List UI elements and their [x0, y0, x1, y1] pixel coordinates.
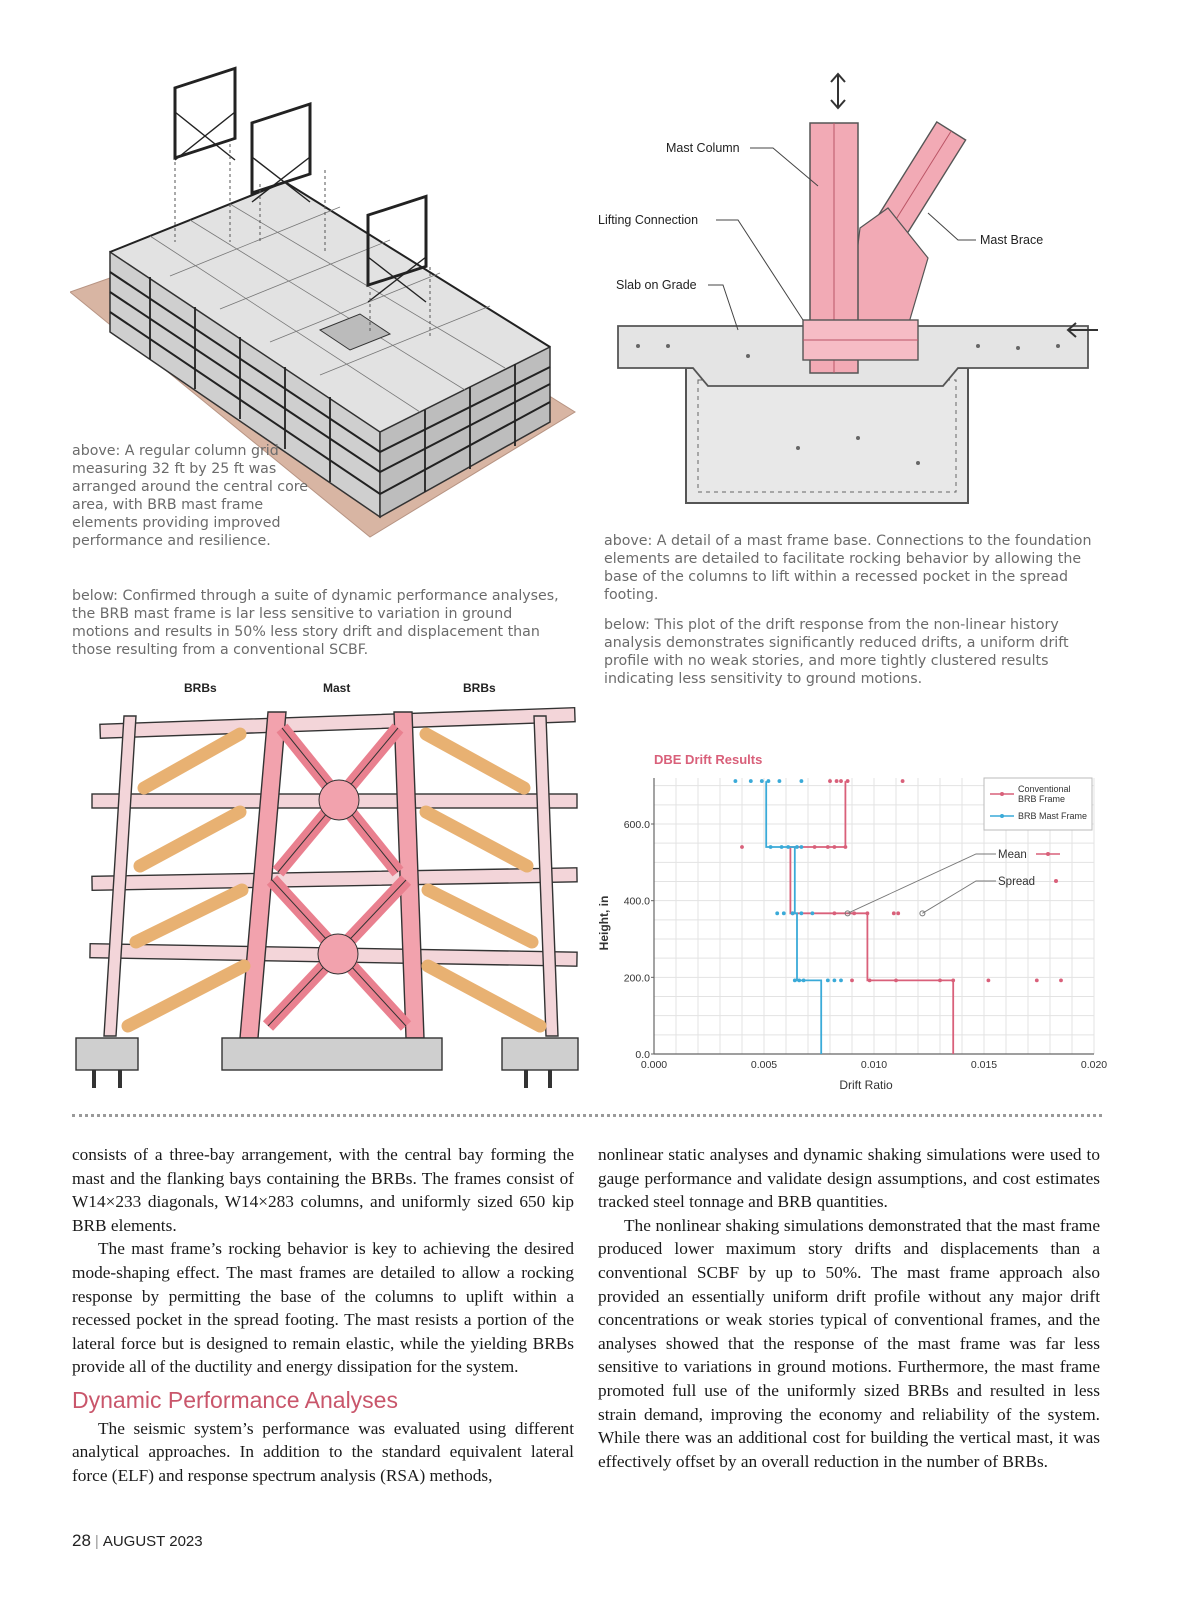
chart-x-tick-label: 0.020: [1080, 1059, 1108, 1071]
caption-mast-base-text: above: A detail of a mast frame base. Connections to the foundation elements are detailed to facilitate rocking behavior by allowing the base of the columns to lift within a recessed pocket in the spread footing.: [604, 533, 1092, 603]
caption-frame-elevation: [72, 587, 572, 659]
annotation-leader: [922, 881, 996, 913]
caption-mast-base: [604, 532, 1109, 604]
chart-spread-point: [839, 979, 843, 983]
legend-marker: [1000, 792, 1004, 796]
chart-spread-point: [846, 779, 850, 783]
chart-spread-point: [850, 979, 854, 983]
chart-series-mean-line: [766, 781, 821, 1054]
legend-label: Conventional: [1018, 784, 1071, 794]
chart-spread-point: [868, 979, 872, 983]
chart-spread-point: [740, 845, 744, 849]
chart-spread-point: [901, 779, 905, 783]
chart-spread-point: [813, 845, 817, 849]
chart-spread-point: [734, 779, 738, 783]
chart-y-axis-label: Height, in: [597, 895, 611, 951]
annotation-label: Mean: [998, 849, 1027, 861]
chart-y-tick-label: 200.0: [623, 972, 650, 985]
annotation-spread-marker: [1054, 879, 1058, 883]
caption-drift-plot: [604, 616, 1109, 688]
up-down-arrow-icon: [831, 74, 845, 108]
chart-title: DBE Drift Results: [654, 752, 763, 767]
chart-spread-point: [835, 779, 839, 783]
chart-spread-point: [791, 911, 795, 915]
chart-spread-point: [760, 779, 764, 783]
chart-spread-point: [800, 845, 804, 849]
chart-x-tick-label: 0.015: [970, 1059, 998, 1071]
mast-base-detail-figure: [598, 68, 1108, 513]
chart-spread-point: [797, 979, 801, 983]
body-paragraph: consists of a three-bay arrangement, with the central bay forming the mast and the flanking bays containing the BRBs. The frames consist of W14×233 diagonals, W14×283 columns, and uniformly sized 650 kip BRB elements.: [72, 1145, 574, 1235]
chart-spread-point: [844, 845, 848, 849]
chart-x-tick-label: 0.000: [640, 1059, 668, 1071]
body-paragraph: The seismic system’s performance was evaluated using different analytical approaches. In addition to the standard equivalent lateral force (ELF) and response spectrum analysis (RSA) methods,: [72, 1418, 574, 1485]
caption-building-text: above: A regular column grid measuring 32 ft by 25 ft was arranged around the central core area, with BRB mast frame elements providing improved performance and resilience.: [72, 443, 309, 549]
mast-frame-elevation-figure: [72, 676, 582, 1096]
chart-spread-point: [839, 779, 843, 783]
page-footer: 28 | AUGUST 2023: [72, 1531, 203, 1550]
label-lifting-connection: Lifting Connection: [598, 213, 699, 227]
annotation-label: Spread: [998, 876, 1036, 888]
annotation-mean-marker: [1046, 852, 1050, 856]
chart-spread-point: [800, 779, 804, 783]
caption-drift-plot-text: below: This plot of the drift response from the non-linear history analysis demonstrates significantly reduced drifts, a uniform drift profile with no weak stories, and more tightly clustered results indicating less sensitivity to ground motions.: [604, 617, 1069, 687]
chart-spread-point: [749, 779, 753, 783]
chart-spread-point: [780, 845, 784, 849]
chart-spread-point: [802, 979, 806, 983]
chart-spread-point: [800, 911, 804, 915]
chart-y-tick-label: 0.0: [635, 1049, 650, 1061]
label-mast-column: Mast Column: [666, 141, 740, 155]
chart-y-tick-label: 600.0: [623, 819, 650, 831]
chart-spread-point: [951, 979, 955, 983]
body-paragraph: nonlinear static analyses and dynamic shaking simulations were used to gauge performance and validate design assumptions, and cost estimates tracked steel tonnage and BRB quantities.: [598, 1145, 1100, 1212]
chart-spread-point: [1035, 979, 1039, 983]
chart-spread-point: [782, 911, 786, 915]
chart-tick-labels: [624, 819, 1108, 1071]
page-number: 28: [72, 1531, 91, 1550]
label-mast: Mast: [323, 681, 351, 695]
chart-spread-point: [775, 911, 779, 915]
chart-spread-point: [892, 911, 896, 915]
body-column-right: [598, 1143, 1100, 1473]
annotation-leader: [848, 854, 996, 913]
label-mast-brace: Mast Brace: [980, 233, 1044, 247]
label-brbs-left: BRBs: [184, 681, 217, 695]
section-divider: [72, 1114, 1102, 1117]
body-paragraph: The nonlinear shaking simulations demonstrated that the mast frame produced lower maximum story drifts and displacements than a conventional SCBF by up to 50%. The mast frame approach also provided an essentially uniform drift profile without any major drift concentrations or weak stories typical of conventional frames, and the analyses showed that the response of the mast frame was far less sensitive to variations in ground motions. Furthermore, the mast frame promoted full use of the uniformly sized BRBs and resulted in less strain demand, improving the economy and reliability of the system. While there was an additional cost for building the vertical mast, it was effectively offset by an overall reduction in the number of BRBs.: [598, 1215, 1100, 1471]
chart-spread-point: [828, 779, 832, 783]
chart-spread-point: [826, 845, 830, 849]
chart-spread-point: [833, 979, 837, 983]
chart-spread-point: [793, 979, 797, 983]
chart-spread-point: [811, 911, 815, 915]
chart-series-mean-line: [790, 781, 953, 1054]
chart-x-tick-label: 0.010: [860, 1059, 888, 1071]
caption-frame-elevation-text: below: Confirmed through a suite of dynamic performance analyses, the BRB mast frame is lar less sensitive to variation in ground motions and results in 50% less story drift and displacement than those resulting from a conventional SCBF.: [72, 588, 559, 658]
caption-building: [72, 442, 318, 550]
chart-spread-point: [896, 911, 900, 915]
section-heading: Dynamic Performance Analyses: [72, 1386, 398, 1413]
chart-spread-point: [795, 845, 799, 849]
chart-y-tick-label: 400.0: [623, 895, 650, 908]
chart-spread-point: [826, 979, 830, 983]
legend-label: BRB Mast Frame: [1018, 811, 1088, 821]
chart-spread-point: [769, 845, 773, 849]
legend-label: BRB Frame: [1018, 794, 1066, 804]
chart-spread-point: [1059, 979, 1063, 983]
chart-spread-point: [767, 779, 771, 783]
chart-spread-point: [778, 779, 782, 783]
dbe-drift-chart: [596, 748, 1116, 1100]
label-slab-on-grade: Slab on Grade: [616, 278, 697, 292]
chart-spread-point: [938, 979, 942, 983]
chart-spread-point: [866, 911, 870, 915]
issue-date: AUGUST 2023: [102, 1533, 203, 1550]
chart-spread-point: [833, 911, 837, 915]
chart-x-axis-label: Drift Ratio: [839, 1078, 893, 1092]
label-brbs-right: BRBs: [463, 681, 496, 695]
chart-x-tick-label: 0.005: [750, 1059, 778, 1071]
body-paragraph: The mast frame’s rocking behavior is key to achieving the desired mode-shaping effect. The mast frames are detailed to allow a rocking response by permitting the base of the columns to uplift within a recessed pocket in the spread footing. The mast resists a portion of the lateral force but is designed to remain elastic, while the yielding BRBs provide all of the ductility and energy dissipation for the system.: [72, 1239, 574, 1377]
legend-marker: [1000, 814, 1004, 818]
body-column-left: [72, 1143, 574, 1487]
chart-spread-point: [894, 979, 898, 983]
chart-spread-point: [852, 911, 856, 915]
chart-spread-point: [833, 845, 837, 849]
chart-spread-point: [786, 845, 790, 849]
chart-spread-point: [987, 979, 991, 983]
